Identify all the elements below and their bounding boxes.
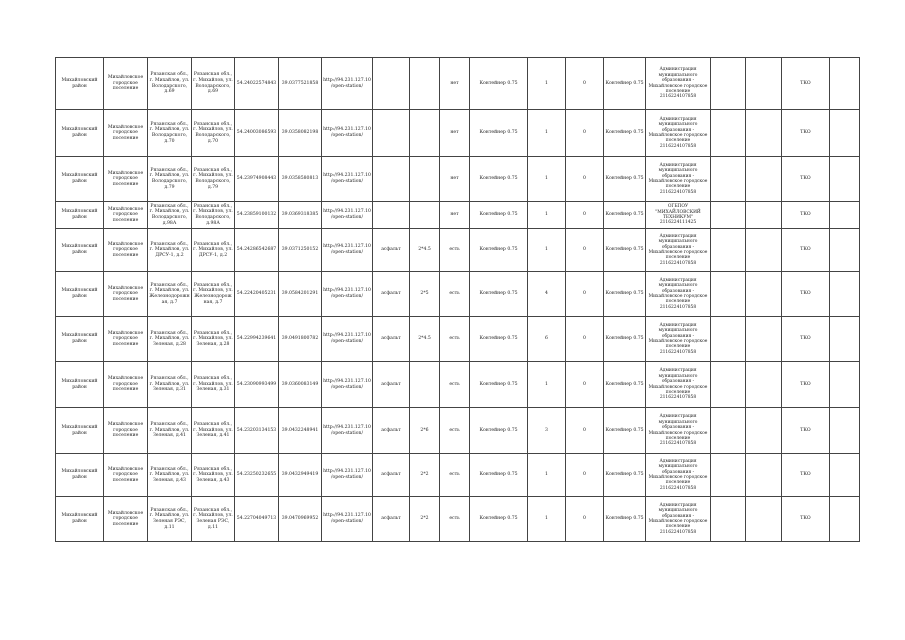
empty-cell-a [711,229,746,272]
table-row [56,497,860,542]
container-type-cell: Контейнер 0.75 [470,454,528,497]
empty-cell-a [711,317,746,362]
container-type-cell: Контейнер 0.75 [470,408,528,454]
source-address-cell: Рязанская обл., г. Михайлов, ул. Зеленая, д.31 [192,362,235,408]
container-volume-cell: Контейнер 0.75 [604,317,646,362]
owner-cell: ОГБПОУ "МИХАЙЛОВСКИЙ ТЕХНИКУМ" 2116224111425 [646,202,711,229]
settlement-cell: Михайловское городское поселение [104,454,148,497]
empty-cell-b [746,229,782,272]
link-cell: http://94.231.127.10/open-station/ [322,272,373,317]
container-count-cell: 1 [528,497,566,542]
site-address-cell: Рязанская обл., г. Михайлов, ул. Володарского, д.70 [148,110,192,157]
container-count-cell: 6 [528,317,566,362]
site-address-cell: Рязанская обл., г. Михайлов, ул. Зеленая, д.43 [148,454,192,497]
owner-cell: Администрация муниципального образования - Михайловское городское поселение 2116224107858 [646,362,711,408]
longitude-cell: 39.0377521858 [279,58,322,110]
empty-cell-a [711,58,746,110]
area-cell: 2*2 [410,454,440,497]
waste-type-cell: ТКО [782,362,830,408]
empty-cell-c [830,497,860,542]
surface-cell: асфальт [373,454,410,497]
area-cell: 2*6 [410,408,440,454]
waste-type-cell: ТКО [782,497,830,542]
owner-cell: Администрация муниципального образования - Михайловское городское поселение 2116224107858 [646,58,711,110]
settlement-cell: Михайловское городское поселение [104,58,148,110]
surface-cell: асфальт [373,229,410,272]
empty-cell-b [746,362,782,408]
empty-cell-b [746,157,782,202]
planned-count-cell: 0 [566,58,604,110]
container-volume-cell: Контейнер 0.75 [604,157,646,202]
waste-type-cell: ТКО [782,157,830,202]
empty-cell-a [711,202,746,229]
settlement-cell: Михайловское городское поселение [104,362,148,408]
table-row [56,408,860,454]
owner-cell: Администрация муниципального образования - Михайловское городское поселение 2116224107858 [646,110,711,157]
settlement-cell: Михайловское городское поселение [104,202,148,229]
district-cell: Михайловский район [56,58,104,110]
container-volume-cell: Контейнер 0.75 [604,497,646,542]
container-volume-cell: Контейнер 0.75 [604,272,646,317]
registry-sheet [55,57,859,542]
site-address-cell: Рязанская обл., г. Михайлов, ул. Железнодорожная, д.7 [148,272,192,317]
waste-type-cell: ТКО [782,229,830,272]
empty-cell-a [711,497,746,542]
table-row [56,157,860,202]
owner-cell: Администрация муниципального образования - Михайловское городское поселение 2116224107858 [646,229,711,272]
empty-cell-c [830,58,860,110]
link-cell: http://94.231.127.10/open-station/ [322,110,373,157]
source-address-cell: Рязанская обл., г. Михайлов, ул. Зеленая, д.43 [192,454,235,497]
longitude-cell: 39.0432248941 [279,408,322,454]
planned-count-cell: 0 [566,497,604,542]
longitude-cell: 39.0360083149 [279,362,322,408]
planned-count-cell: 0 [566,202,604,229]
owner-cell: Администрация муниципального образования - Михайловское городское поселение 2116224107858 [646,408,711,454]
site-address-cell: Рязанская обл., г. Михайлов, ул. Зеленая, д.31 [148,362,192,408]
waste-type-cell: ТКО [782,272,830,317]
empty-cell-b [746,454,782,497]
owner-cell: Администрация муниципального образования - Михайловское городское поселение 2116224107858 [646,272,711,317]
empty-cell-a [711,272,746,317]
empty-cell-b [746,497,782,542]
empty-cell-b [746,202,782,229]
surface-cell [373,157,410,202]
table-row [56,110,860,157]
site-address-cell: Рязанская обл., г. Михайлов, ул. Володарского, д.69 [148,58,192,110]
container-volume-cell: Контейнер 0.75 [604,362,646,408]
site-address-cell: Рязанская обл., г. Михайлов, ул. ДРСУ-1, д.2 [148,229,192,272]
area-cell: 2*4.5 [410,317,440,362]
container-volume-cell: Контейнер 0.75 [604,229,646,272]
settlement-cell: Михайловское городское поселение [104,272,148,317]
container-sites-table [55,57,860,542]
source-address-cell: Рязанская обл., г. Михайлов, ул. Зеленая, д.41 [192,408,235,454]
district-cell: Михайловский район [56,202,104,229]
fence-cell: есть [440,497,470,542]
container-count-cell: 1 [528,362,566,408]
table-row [56,317,860,362]
empty-cell-a [711,157,746,202]
planned-count-cell: 0 [566,454,604,497]
surface-cell: асфальт [373,497,410,542]
link-cell: http://94.231.127.10/open-station/ [322,157,373,202]
district-cell: Михайловский район [56,272,104,317]
link-cell: http://94.231.127.10/open-station/ [322,497,373,542]
source-address-cell: Рязанская обл., г. Михайлов, ул. Володарского, д.79 [192,157,235,202]
source-address-cell: Рязанская обл., г. Михайлов, ул. Зеленая РЭС, д.11 [192,497,235,542]
district-cell: Михайловский район [56,157,104,202]
settlement-cell: Михайловское городское поселение [104,229,148,272]
fence-cell: есть [440,454,470,497]
empty-cell-c [830,202,860,229]
settlement-cell: Михайловское городское поселение [104,157,148,202]
fence-cell: есть [440,317,470,362]
empty-cell-a [711,362,746,408]
container-volume-cell: Контейнер 0.75 [604,110,646,157]
container-count-cell: 1 [528,229,566,272]
container-type-cell: Контейнер 0.75 [470,362,528,408]
empty-cell-b [746,110,782,157]
empty-cell-b [746,317,782,362]
surface-cell [373,58,410,110]
container-type-cell: Контейнер 0.75 [470,497,528,542]
container-volume-cell: Контейнер 0.75 [604,408,646,454]
owner-cell: Администрация муниципального образования - Михайловское городское поселение 2116224107858 [646,497,711,542]
empty-cell-c [830,362,860,408]
waste-type-cell: ТКО [782,317,830,362]
surface-cell [373,202,410,229]
latitude-cell: 54.22704049713 [235,497,279,542]
area-cell [410,58,440,110]
container-count-cell: 1 [528,58,566,110]
empty-cell-c [830,408,860,454]
site-address-cell: Рязанская обл., г. Михайлов, ул. Зеленая, д.28 [148,317,192,362]
source-address-cell: Рязанская обл., г. Михайлов, ул. Володарского, д.98А [192,202,235,229]
empty-cell-b [746,408,782,454]
link-cell: http://94.231.127.10/open-station/ [322,58,373,110]
latitude-cell: 54.23090993499 [235,362,279,408]
container-type-cell: Контейнер 0.75 [470,110,528,157]
empty-cell-c [830,157,860,202]
fence-cell: есть [440,408,470,454]
district-cell: Михайловский район [56,229,104,272]
planned-count-cell: 0 [566,229,604,272]
empty-cell-c [830,317,860,362]
container-type-cell: Контейнер 0.75 [470,58,528,110]
district-cell: Михайловский район [56,362,104,408]
container-type-cell: Контейнер 0.75 [470,202,528,229]
empty-cell-c [830,272,860,317]
latitude-cell: 54.22994239641 [235,317,279,362]
site-address-cell: Рязанская обл., г. Михайлов, ул. Зеленая РЭС, д.11 [148,497,192,542]
latitude-cell: 54.23250232655 [235,454,279,497]
source-address-cell: Рязанская обл., г. Михайлов, ул. Володарского, д.69 [192,58,235,110]
area-cell [410,362,440,408]
longitude-cell: 39.0584201291 [279,272,322,317]
longitude-cell: 39.0358082198 [279,110,322,157]
surface-cell: асфальт [373,317,410,362]
area-cell: 2*4.5 [410,229,440,272]
empty-cell-b [746,58,782,110]
link-cell: http://94.231.127.10/open-station/ [322,229,373,272]
area-cell [410,157,440,202]
settlement-cell: Михайловское городское поселение [104,408,148,454]
latitude-cell: 54.24022574843 [235,58,279,110]
surface-cell: асфальт [373,408,410,454]
planned-count-cell: 0 [566,408,604,454]
empty-cell-c [830,110,860,157]
settlement-cell: Михайловское городское поселение [104,317,148,362]
latitude-cell: 54.23974908443 [235,157,279,202]
area-cell [410,110,440,157]
waste-type-cell: ТКО [782,110,830,157]
fence-cell: нет [440,58,470,110]
container-count-cell: 1 [528,110,566,157]
waste-type-cell: ТКО [782,202,830,229]
container-volume-cell: Контейнер 0.75 [604,202,646,229]
link-cell: http://94.231.127.10/open-station/ [322,454,373,497]
table-row [56,229,860,272]
container-volume-cell: Контейнер 0.75 [604,454,646,497]
empty-cell-a [711,454,746,497]
table-row [56,362,860,408]
table-row [56,454,860,497]
fence-cell: есть [440,229,470,272]
table-row [56,202,860,229]
planned-count-cell: 0 [566,272,604,317]
empty-cell-a [711,110,746,157]
fence-cell: есть [440,362,470,408]
source-address-cell: Рязанская обл., г. Михайлов, ул. ДРСУ-1, д.2 [192,229,235,272]
owner-cell: Администрация муниципального образования - Михайловское городское поселение 2116224107858 [646,454,711,497]
area-cell: 2*5 [410,272,440,317]
planned-count-cell: 0 [566,362,604,408]
district-cell: Михайловский район [56,497,104,542]
latitude-cell: 54.23203134153 [235,408,279,454]
container-count-cell: 1 [528,454,566,497]
surface-cell: асфальт [373,362,410,408]
source-address-cell: Рязанская обл., г. Михайлов, ул. Железнодорожная, д.7 [192,272,235,317]
longitude-cell: 39.0369318385 [279,202,322,229]
longitude-cell: 39.0470969952 [279,497,322,542]
latitude-cell: 54.24003086593 [235,110,279,157]
longitude-cell: 39.0491800782 [279,317,322,362]
container-type-cell: Контейнер 0.75 [470,229,528,272]
site-address-cell: Рязанская обл., г. Михайлов, ул. Зеленая, д.41 [148,408,192,454]
empty-cell-c [830,454,860,497]
waste-type-cell: ТКО [782,454,830,497]
fence-cell: нет [440,202,470,229]
settlement-cell: Михайловское городское поселение [104,110,148,157]
fence-cell: есть [440,272,470,317]
fence-cell: нет [440,110,470,157]
area-cell: 2*2 [410,497,440,542]
source-address-cell: Рязанская обл., г. Михайлов, ул. Зеленая, д.28 [192,317,235,362]
table-row [56,58,860,110]
empty-cell-b [746,272,782,317]
latitude-cell: 54.23859100132 [235,202,279,229]
link-cell: http://94.231.127.10/open-station/ [322,202,373,229]
site-address-cell: Рязанская обл., г. Михайлов, ул. Володарского, д.98А [148,202,192,229]
planned-count-cell: 0 [566,110,604,157]
waste-type-cell: ТКО [782,58,830,110]
container-type-cell: Контейнер 0.75 [470,317,528,362]
longitude-cell: 39.0432949419 [279,454,322,497]
owner-cell: Администрация муниципального образования - Михайловское городское поселение 2116224107858 [646,317,711,362]
latitude-cell: 54.22420405231 [235,272,279,317]
source-address-cell: Рязанская обл., г. Михайлов, ул. Володарского, д.70 [192,110,235,157]
container-type-cell: Контейнер 0.75 [470,272,528,317]
empty-cell-a [711,408,746,454]
container-count-cell: 1 [528,202,566,229]
district-cell: Михайловский район [56,110,104,157]
container-count-cell: 3 [528,408,566,454]
empty-cell-c [830,229,860,272]
longitude-cell: 39.0371250152 [279,229,322,272]
table-row [56,272,860,317]
longitude-cell: 39.0358580813 [279,157,322,202]
container-count-cell: 1 [528,157,566,202]
owner-cell: Администрация муниципального образования - Михайловское городское поселение 2116224107858 [646,157,711,202]
area-cell [410,202,440,229]
planned-count-cell: 0 [566,317,604,362]
planned-count-cell: 0 [566,157,604,202]
link-cell: http://94.231.127.10/open-station/ [322,362,373,408]
district-cell: Михайловский район [56,454,104,497]
district-cell: Михайловский район [56,408,104,454]
link-cell: http://94.231.127.10/open-station/ [322,408,373,454]
fence-cell: нет [440,157,470,202]
link-cell: http://94.231.127.10/open-station/ [322,317,373,362]
settlement-cell: Михайловское городское поселение [104,497,148,542]
district-cell: Михайловский район [56,317,104,362]
latitude-cell: 54.24286542687 [235,229,279,272]
waste-type-cell: ТКО [782,408,830,454]
site-address-cell: Рязанская обл., г. Михайлов, ул. Володарского, д.79 [148,157,192,202]
container-volume-cell: Контейнер 0.75 [604,58,646,110]
table-body [56,58,860,542]
container-count-cell: 4 [528,272,566,317]
surface-cell: асфальт [373,272,410,317]
container-type-cell: Контейнер 0.75 [470,157,528,202]
surface-cell [373,110,410,157]
